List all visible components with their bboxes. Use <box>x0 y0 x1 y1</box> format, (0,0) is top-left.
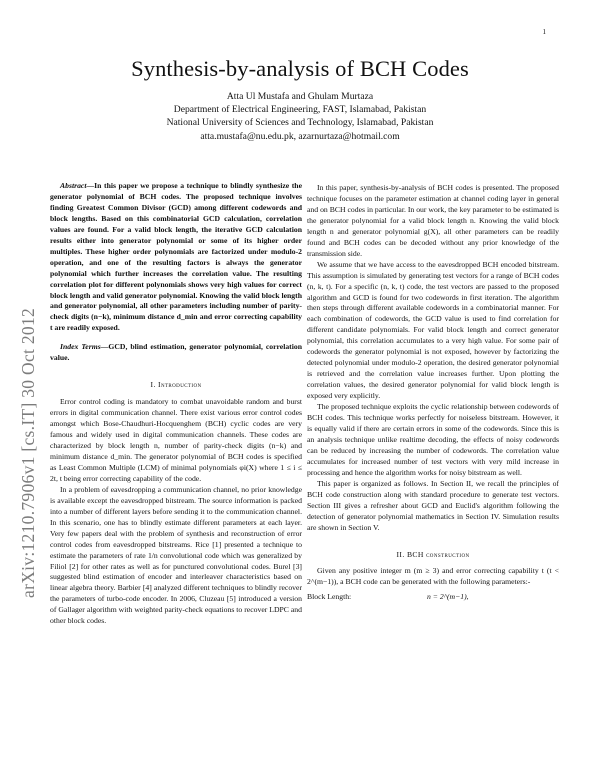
bch-paragraph: Given any positive integer m (m ≥ 3) and error correcting capability t (t < 2^(m−1)), a BCH code can be generated with the following parameters:- <box>307 566 559 587</box>
author-block <box>0 90 600 143</box>
author-names: Atta Ul Mustafa and Ghulam Murtaza <box>226 91 374 102</box>
intro-paragraph-3: In this paper, synthesis-by-analysis of BCH codes is presented. The proposed technique focuses on the parameter estimation at channel coding layer in general and on BCH codes in particular. In our work, the key parameter to be estimated is the generator polynomial for a valid block length n. Knowing the valid block length n and generator polynomial g(X), all other parameters can be readily found and BCH codes can be decoded without any prior knowledge of the transmission side. <box>307 183 559 258</box>
arxiv-identifier: arXiv:1210.7906v1 [cs.IT] 30 Oct 2012 <box>18 307 38 598</box>
index-terms <box>50 342 302 364</box>
page-number: 1 <box>542 28 546 36</box>
author-emails: atta.mustafa@nu.edu.pk, azarnurtaza@hotmail.com <box>200 130 400 142</box>
intro-paragraph-2: In a problem of eavesdropping a communication channel, no prior knowledge is available except the eavesdropped bitstream. The source information is packed into a number of different layers before sending it to the communication channel. In this scenario, one has to blindly estimate different parameters at each layer. Very few papers deal with the problem of synthesis and reconstruction of error control codes from eavesdropped bitstreams. Rice [1] presented a technique to estimate the parameters of rate 1/n convolutional code which was generalized by Filiol [2] for other rates as well as for punctured convolutional codes. Burel [3] suggested blind estimation of encoder and interleaver characteristics based on linear algebra theory. Barbier [4] analyzed different techniques to blindly recover the parameters of turbo-code encoder. In 2006, Cluzeau [5] introduced a version of Gallager algorithm with weighted parity-check equations to recover LDPC and other block codes. <box>50 484 302 626</box>
right-column <box>307 183 559 603</box>
left-column <box>50 181 302 627</box>
intro-paragraph-1: Error control coding is mandatory to combat unavoidable random and burst errors in digital communication channel. There exist various error control codes amongst which Bose-Chaudhuri-Hocquenghem (BCH) cyclic codes are very famous and widely used in digital communication channels. These codes are characterized by block length n, number of parity-check digits (n−k) and minimum distance d_min. The generator polynomial of BCH codes is specified as Least Common Multiple (LCM) of minimal polynomials φi(X) where 1 ≤ i ≤ 2t, t being error correcting capability of the code. <box>50 397 302 483</box>
index-terms-label: Index Terms <box>60 342 101 352</box>
abstract <box>50 181 302 334</box>
affiliation-1: Department of Electrical Engineering, FAST, Islamabad, Pakistan <box>173 104 427 116</box>
abstract-text: —In this paper we propose a technique to blindly synthesize the generator polynomial of BCH codes. The proposed technique involves finding Greatest Common Divisor (GCD) among different codewords and block lengths. Based on this combinatorial GCD calculation, correlation values are found. For a valid block length, the iterative GCD calculation results either into generator polynomial or some of its higher order multiples. These higher order polynomials are factorized under modulo-2 operation, and one of the resulting factors is always the generator polynomial which further increases the correlation value. The resulting correlation plot for different polynomials shows very high values for correct block length and valid generator polynomial. Knowing the valid block length and generator polynomial, all other parameters including number of parity-check digits (n−k), minimum distance d_min and error correcting capability t are readily exposed. <box>50 181 302 333</box>
intro-paragraph-4: We assume that we have access to the eavesdropped BCH encoded bitstream. This assumption is simulated by generating test vectors for a range of BCH codes (n, k, t). For a specific (n, k, t) code, the test vectors are passed to the proposed algorithm and GCD is found for two codewords in first iteration. The algorithm then steps through different available codewords in a combinatorial manner. For each combination of codewords, the GCD value is used to find correlation for different candidate polynomials. For valid block length and correct generator polynomial, this correlation accumulates to a very high value. For some pair of codewords the generator polynomial is not exposed, however by factorizing the detected polynomial under modulo-2 operation, the desired generator polynomial is retrieved and the correlation value increases further. Upon plotting the correlation values, the desired generator polynomial for valid block length is exposed very explicitly. <box>307 259 559 401</box>
block-length-equation: n = 2^(m−1), <box>427 592 469 602</box>
abstract-label: Abstract <box>60 181 87 190</box>
intro-paragraph-5: The proposed technique exploits the cyclic relationship between codewords of BCH codes. This technique works perfectly for noiseless bitstream. However, it is equally valid if there are certain errors in some of the codewords. Since this is an analysis technique unlike realtime decoding, the effects of noisy codewords can be reduced by increasing the number of codewords. The correlation value accumulates for increased number of test vectors with very mild increase in processing and hence the algorithm works for noisy bitstream as well. <box>307 402 559 477</box>
block-length-label: Block Length: <box>307 592 352 602</box>
intro-paragraph-6: This paper is organized as follows. In Section II, we recall the principles of BCH code construction along with standard procedure to generate test vectors. Section III gives a refresher about GCD and Euclid's algorithm following the detection of generator polynomial mathematics in Section IV. Simulation results are shown in Section V. <box>307 478 559 532</box>
affiliation-2: National University of Sciences and Technology, Islamabad, Pakistan <box>166 117 434 129</box>
section-heading-introduction: I. Introduction <box>150 380 202 390</box>
block-length-row <box>307 592 559 603</box>
arxiv-stamp <box>18 178 46 598</box>
paper-title: Synthesis-by-analysis of BCH Codes <box>131 56 469 81</box>
index-terms-text: —GCD, blind estimation, generator polynomial, correlation value. <box>50 342 302 363</box>
section-heading-bch-construction: II. BCH construction <box>396 549 470 559</box>
